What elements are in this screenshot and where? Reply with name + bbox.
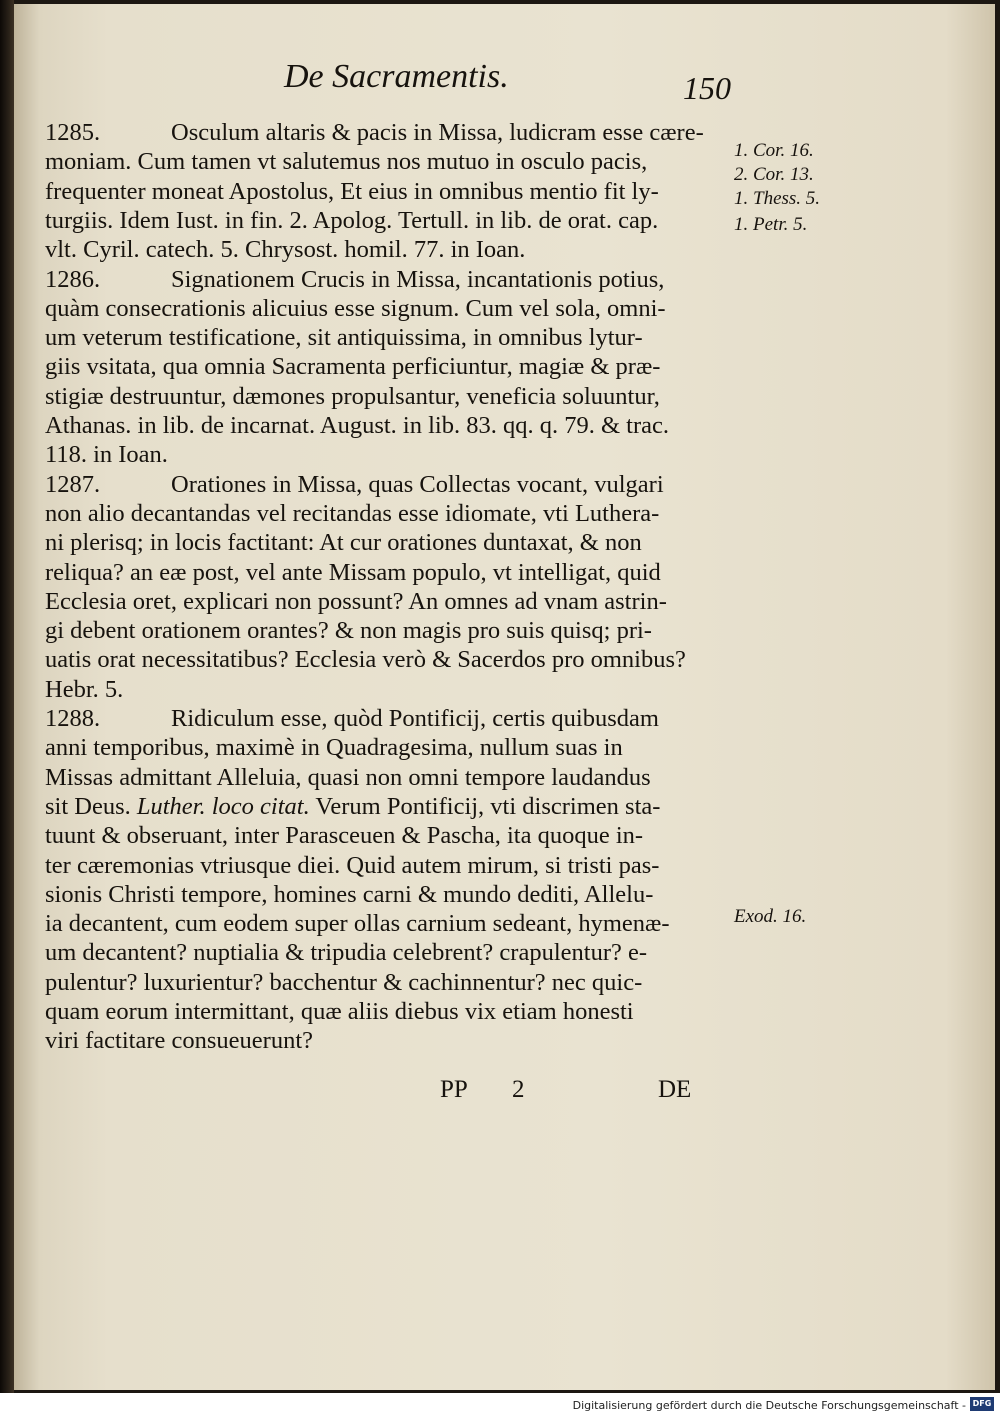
line-text: gi debent orationem orantes? & non magis pro suis quisq; pri- <box>45 617 652 645</box>
signature-mark: PP <box>440 1076 468 1103</box>
text-line <box>45 792 715 822</box>
page-number: 150 <box>683 70 731 106</box>
line-text: turgiis. Idem Iust. in fin. 2. Apolog. Tertull. in lib. de orat. cap. <box>45 206 659 234</box>
line-text: sionis Christi tempore, homines carni & mundo dediti, Allelu- <box>45 880 654 908</box>
text-line <box>45 440 715 470</box>
text-line <box>45 118 715 148</box>
margin-note: Exod. 16. <box>734 906 807 927</box>
line-text: stigiæ destruuntur, dæmones propulsantur, veneficia soluuntur, <box>45 382 660 410</box>
line-text: viri factitare consueuerunt? <box>45 1027 314 1055</box>
text-line <box>45 909 715 939</box>
line-text: anni temporibus, maximè in Quadragesima, nullum suas in <box>45 734 623 762</box>
text-line <box>45 821 715 851</box>
text-line <box>45 1026 715 1056</box>
text-line <box>45 938 715 968</box>
line-text: ni plerisq; in locis factitant: At cur orationes duntaxat, & non <box>45 529 642 557</box>
line-text: moniam. Cum tamen vt salutemus nos mutuo in osculo pacis, <box>45 148 648 176</box>
margin-note: 1. Petr. 5. <box>734 214 808 235</box>
line-text: uatis orat necessitatibus? Ecclesia verò & Sacerdos pro omnibus? <box>45 646 686 674</box>
line-text: Hebr. 5. <box>45 675 124 703</box>
paragraph-number: 1286. <box>45 265 101 293</box>
signature-number: 2 <box>512 1076 525 1103</box>
text-line <box>45 382 715 412</box>
text-line <box>45 558 715 588</box>
line-text: vlt. Cyril. catech. 5. Chrysost. homil. 77. in Ioan. <box>45 236 526 264</box>
text-line <box>45 851 715 881</box>
running-title: De Sacramentis. <box>284 58 509 95</box>
text-line <box>45 587 715 617</box>
text-line <box>45 411 715 441</box>
line-text: pulentur? luxurientur? bacchentur & cachinnentur? nec quic- <box>45 968 643 996</box>
text-line <box>45 499 715 529</box>
footer <box>0 1393 1000 1418</box>
line-text: ia decantent, cum eodem super ollas carnium sedeant, hymenæ- <box>45 910 670 938</box>
line-text: Ridiculum esse, quòd Pontificij, certis quibusdam <box>171 705 659 732</box>
catchword: DE <box>658 1076 692 1103</box>
line-text: reliqua? an eæ post, vel ante Missam populo, vt intelligat, quid <box>45 558 661 586</box>
text-line <box>45 206 715 236</box>
line-text: non alio decantandas vel recitandas esse idiomate, vti Luthera- <box>45 499 660 527</box>
text-line <box>45 704 715 734</box>
dfg-logo: DFG <box>970 1397 994 1411</box>
line-text: quam eorum intermittant, quæ aliis diebus vix etiam honesti <box>45 998 634 1025</box>
line-text: um decantent? nuptialia & tripudia celebrent? crapulentur? e- <box>45 939 648 967</box>
text-line <box>45 147 715 177</box>
line-text: um veterum testificatione, sit antiquissima, in omnibus lytur- <box>45 324 643 352</box>
line-text: Ecclesia oret, explicari non possunt? An omnes ad vnam astrin- <box>45 587 667 615</box>
text-line <box>45 733 715 763</box>
line-text: sit Deus. <box>45 792 131 820</box>
paragraph-number: 1288. <box>45 705 101 732</box>
paragraph-number: 1285. <box>45 119 101 146</box>
paragraph-number: 1287. <box>45 470 101 498</box>
line-text: Verum Pontificij, vti discrimen sta- <box>315 792 661 820</box>
line-text: Osculum altaris & pacis in Missa, ludicram esse cære- <box>171 119 704 146</box>
line-text: Missas admittant Alleluia, quasi non omni tempore laudandus <box>45 763 651 791</box>
text-line <box>45 675 715 705</box>
line-text: tuunt & obseruant, inter Parasceuen & Pascha, ita quoque in- <box>45 822 644 850</box>
funding-notice: Digitalisierung gefördert durch die Deutsche Forschungsgemeinschaft - <box>572 1399 966 1412</box>
text-line <box>45 880 715 910</box>
text-line <box>45 616 715 646</box>
line-text: Orationes in Missa, quas Collectas vocant, vulgari <box>171 470 664 498</box>
line-text: Athanas. in lib. de incarnat. August. in lib. 83. qq. q. 79. & trac. <box>45 412 669 439</box>
line-text: frequenter moneat Apostolus, Et eius in omnibus mentio fit ly- <box>45 177 659 205</box>
text-line <box>45 294 715 324</box>
text-line <box>45 645 715 675</box>
book-spine <box>0 0 14 1393</box>
text-line <box>45 323 715 353</box>
text-line <box>45 997 715 1027</box>
citation: Luther. loco citat. <box>136 792 310 820</box>
line-text: 118. in Ioan. <box>45 441 168 469</box>
text-line <box>45 352 715 382</box>
text-line <box>45 235 715 265</box>
text-line <box>45 265 715 295</box>
line-text: Signationem Crucis in Missa, incantationis potius, <box>171 265 665 293</box>
margin-note: 1. Thess. 5. <box>734 188 821 209</box>
text-line <box>45 528 715 558</box>
text-line <box>45 763 715 793</box>
margin-note: 2. Cor. 13. <box>734 164 814 185</box>
line-text: quàm consecrationis alicuius esse signum. Cum vel sola, omni- <box>45 294 666 322</box>
text-line <box>45 177 715 207</box>
line-text: giis vsitata, qua omnia Sacramenta perficiuntur, magiæ & præ- <box>45 353 661 381</box>
text-line <box>45 470 715 500</box>
margin-note: 1. Cor. 16. <box>734 140 814 161</box>
line-text: ter cæremonias vtriusque diei. Quid autem mirum, si tristi pas- <box>45 851 660 879</box>
text-line <box>45 968 715 998</box>
